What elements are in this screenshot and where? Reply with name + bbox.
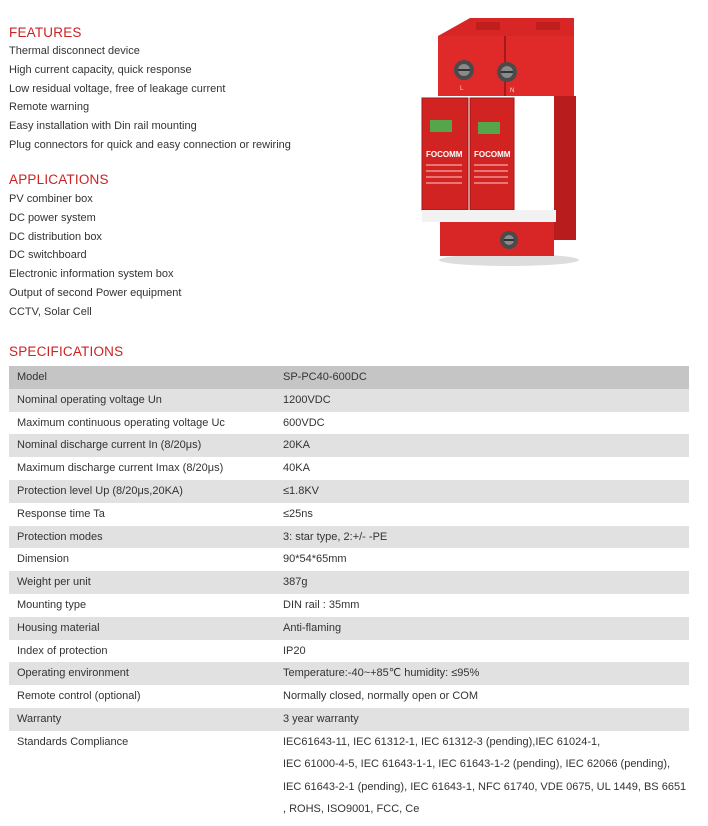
list-item: Output of second Power equipment xyxy=(9,286,182,299)
brand-label-left: FOCOMM xyxy=(426,150,463,159)
table-row xyxy=(9,708,689,731)
table-row xyxy=(9,640,689,663)
table-row xyxy=(9,366,689,389)
spec-value: 387g xyxy=(283,576,308,589)
list-item: Plug connectors for quick and easy connection or rewiring xyxy=(9,138,291,151)
applications-heading: APPLICATIONS xyxy=(9,172,109,187)
list-item: Electronic information system box xyxy=(9,268,174,281)
specifications-heading: SPECIFICATIONS xyxy=(9,344,124,359)
surge-protector-illustration xyxy=(404,10,594,268)
table-row xyxy=(9,548,689,571)
list-item: DC power system xyxy=(9,211,96,224)
spec-value: ≤25ns xyxy=(283,507,313,520)
list-item: CCTV, Solar Cell xyxy=(9,305,92,318)
spec-label: Nominal operating voltage Un xyxy=(17,393,162,406)
list-item: Low residual voltage, free of leakage current xyxy=(9,82,226,95)
table-row-standards xyxy=(9,731,689,821)
table-row xyxy=(9,434,689,457)
table-row xyxy=(9,685,689,708)
spec-label: Protection level Up (8/20μs,20KA) xyxy=(17,484,183,497)
table-row xyxy=(9,594,689,617)
spec-label: Maximum continuous operating voltage Uc xyxy=(17,416,225,429)
table-row xyxy=(9,526,689,549)
spec-label: Protection modes xyxy=(17,530,103,543)
spec-value: DIN rail : 35mm xyxy=(283,598,360,611)
table-row xyxy=(9,412,689,435)
standards-line: IEC 61000-4-5, IEC 61643-1-1, IEC 61643-1-2 (pending), IEC 62066 (pending), xyxy=(283,758,671,771)
table-row xyxy=(9,457,689,480)
terminal-label-left: L xyxy=(460,86,464,92)
brand-label-right: FOCOMM xyxy=(474,150,511,159)
list-item: DC distribution box xyxy=(9,230,102,243)
spec-value: IP20 xyxy=(283,644,306,657)
spec-label: Standards Compliance xyxy=(17,735,129,748)
table-row xyxy=(9,662,689,685)
spec-value: Anti-flaming xyxy=(283,621,342,634)
list-item: Remote warning xyxy=(9,101,90,114)
spec-value: 90*54*65mm xyxy=(283,553,347,566)
spec-label: Nominal discharge current In (8/20μs) xyxy=(17,439,202,452)
standards-line: IEC61643-11, IEC 61312-1, IEC 61312-3 (pending),IEC 61024-1, xyxy=(283,735,601,748)
spec-label: Maximum discharge current Imax (8/20μs) xyxy=(17,462,224,475)
spec-label: Model xyxy=(17,371,47,383)
spec-label: Housing material xyxy=(17,621,100,634)
spec-value: 3 year warranty xyxy=(283,712,359,725)
table-row xyxy=(9,571,689,594)
spec-value: SP-PC40-600DC xyxy=(283,371,367,383)
features-list xyxy=(9,42,291,155)
spec-value: 40KA xyxy=(283,462,310,475)
list-item: PV combiner box xyxy=(9,193,93,205)
table-row xyxy=(9,389,689,412)
applications-list xyxy=(9,190,181,322)
spec-value-standards xyxy=(283,731,689,821)
spec-label: Operating environment xyxy=(17,667,129,680)
table-row xyxy=(9,617,689,640)
spec-value: ≤1.8KV xyxy=(283,484,320,497)
spec-label: Warranty xyxy=(17,712,62,725)
spec-label: Mounting type xyxy=(17,598,87,611)
spec-value: 600VDC xyxy=(283,416,325,429)
spec-value: 20KA xyxy=(283,439,310,452)
list-item: Thermal disconnect device xyxy=(9,45,140,57)
terminal-label-right: N xyxy=(510,88,515,94)
table-row xyxy=(9,480,689,503)
list-item: DC switchboard xyxy=(9,249,87,262)
features-heading: FEATURES xyxy=(9,25,82,40)
spec-value: Normally closed, normally open or COM xyxy=(283,690,479,703)
table-row xyxy=(9,503,689,526)
spec-label: Index of protection xyxy=(17,644,108,657)
spec-value: 3: star type, 2:+/- -PE xyxy=(283,530,388,543)
spec-value: Temperature:-40~+85℃ humidity: ≤95% xyxy=(283,667,480,680)
spec-label: Response time Ta xyxy=(17,507,105,520)
specifications-table xyxy=(9,366,689,821)
list-item: High current capacity, quick response xyxy=(9,63,192,76)
standards-line: IEC 61643-2-1 (pending), IEC 61643-1, NFC 61740, VDE 0675, UL 1449, BS 6651 xyxy=(283,780,687,793)
spec-label: Remote control (optional) xyxy=(17,690,141,703)
spec-label: Dimension xyxy=(17,553,69,566)
spec-value: 1200VDC xyxy=(283,393,331,406)
product-image xyxy=(404,10,594,268)
spec-label: Weight per unit xyxy=(17,576,91,589)
list-item: Easy installation with Din rail mounting xyxy=(9,120,197,133)
standards-line: , ROHS, ISO9001, FCC, Ce xyxy=(283,803,420,816)
